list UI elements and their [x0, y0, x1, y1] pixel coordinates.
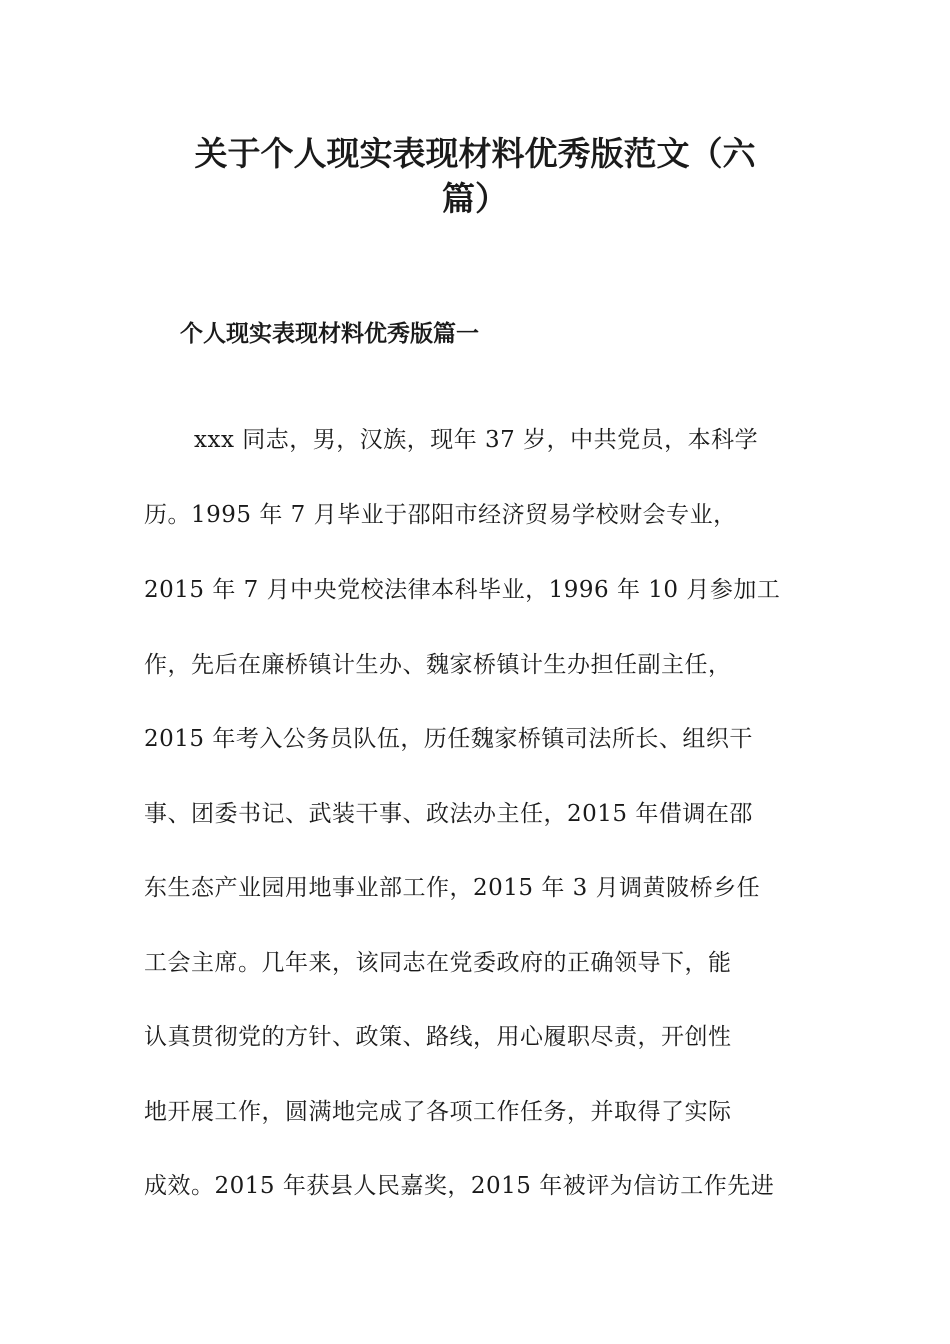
body-line: 事、团委书记、武装干事、政法办主任，2015 年借调在邵 — [144, 801, 753, 827]
body-line: xxx 同志，男，汉族，现年 37 岁，中共党员，本科学 — [194, 427, 759, 453]
body-line: 成效。2015 年获县人民嘉奖，2015 年被评为信访工作先进 — [144, 1173, 775, 1199]
body-line: 历。1995 年 7 月毕业于邵阳市经济贸易学校财会专业， — [144, 502, 737, 528]
body-line: 工会主席。几年来，该同志在党委政府的正确领导下，能 — [144, 950, 732, 976]
body-line: 作，先后在廉桥镇计生办、魏家桥镇计生办担任副主任， — [144, 652, 732, 678]
body-line: 东生态产业园用地事业部工作，2015 年 3 月调黄陂桥乡任 — [144, 875, 761, 901]
body-line: 地开展工作，圆满地完成了各项工作任务，并取得了实际 — [144, 1099, 732, 1125]
body-line: 2015 年考入公务员队伍，历任魏家桥镇司法所长、组织干 — [144, 726, 753, 752]
body-line: 2015 年 7 月中央党校法律本科毕业，1996 年 10 月参加工 — [144, 577, 781, 603]
document-title-line-2: 篇） — [442, 179, 508, 218]
body-line: 认真贯彻党的方针、政策、路线，用心履职尽责，开创性 — [144, 1024, 732, 1050]
section-heading: 个人现实表现材料优秀版篇一 — [180, 321, 479, 347]
document-title-line-1: 关于个人现实表现材料优秀版范文（六 — [194, 134, 756, 173]
